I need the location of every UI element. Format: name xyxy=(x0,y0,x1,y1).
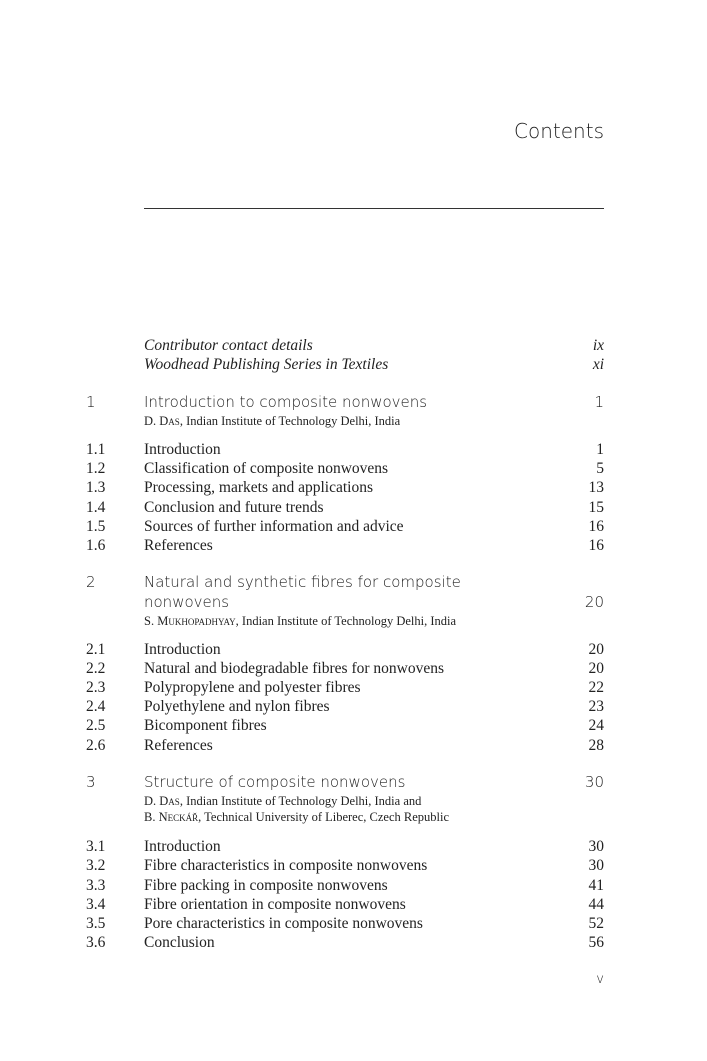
chapter-page: 30 xyxy=(584,773,604,791)
section-page: 30 xyxy=(588,857,604,874)
section-number: 2.3 xyxy=(86,679,106,696)
section-number: 1.2 xyxy=(86,460,106,477)
section-number: 3.4 xyxy=(86,896,106,913)
section-number: 1.3 xyxy=(86,479,106,496)
section-page: 30 xyxy=(588,838,604,855)
author-affiliation: , Technical University of Liberec, Czech Republic xyxy=(198,810,450,824)
author-initial: D. xyxy=(144,414,160,428)
section-page: 56 xyxy=(588,934,604,951)
author-affiliation: , Indian Institute of Technology Delhi, India and xyxy=(179,794,422,808)
author-surname: Das xyxy=(159,794,180,808)
chapter-title-line1: Natural and synthetic fibres for composite xyxy=(144,573,461,591)
section-page: 1 xyxy=(596,441,604,458)
section-number: 2.2 xyxy=(86,660,106,677)
section-title: References xyxy=(144,537,213,554)
section-number: 3.6 xyxy=(86,934,106,951)
author-surname: Das xyxy=(159,414,180,428)
section-page: 24 xyxy=(588,717,604,734)
section-number: 2.1 xyxy=(86,641,106,658)
author-initial: B. xyxy=(144,810,159,824)
chapter-page: 1 xyxy=(594,393,604,411)
section-number: 1.6 xyxy=(86,537,106,554)
section-number: 3.1 xyxy=(86,838,106,855)
author-surname: Mukhopadhyay xyxy=(157,614,236,628)
section-number: 3.2 xyxy=(86,857,106,874)
section-title: Classification of composite nonwovens xyxy=(144,460,389,477)
section-page: 13 xyxy=(588,479,604,496)
section-page: 28 xyxy=(588,737,604,754)
section-number: 2.6 xyxy=(86,737,106,754)
author-surname: Neckář xyxy=(158,810,199,824)
section-number: 3.3 xyxy=(86,877,106,894)
author-affiliation: , Indian Institute of Technology Delhi, India xyxy=(235,614,457,628)
page-folio: v xyxy=(596,972,604,987)
chapter-title: Structure of composite nonwovens xyxy=(144,773,406,791)
section-title: Polypropylene and polyester fibres xyxy=(144,679,361,696)
section-title: Processing, markets and applications xyxy=(144,479,374,496)
section-page: 16 xyxy=(588,518,604,535)
section-title: Conclusion xyxy=(144,934,215,951)
section-title: Conclusion and future trends xyxy=(144,499,324,516)
section-number: 3.5 xyxy=(86,915,106,932)
title-rule xyxy=(144,208,604,209)
entry-title: Woodhead Publishing Series in Textiles xyxy=(144,356,389,373)
section-title: Natural and biodegradable fibres for nonwovens xyxy=(144,660,444,677)
section-page: 15 xyxy=(588,499,604,516)
section-title: Fibre characteristics in composite nonwovens xyxy=(144,857,428,874)
section-title: References xyxy=(144,737,213,754)
section-number: 1.4 xyxy=(86,499,106,516)
section-number: 1.1 xyxy=(86,441,106,458)
section-page: 44 xyxy=(588,896,604,913)
chapter-title: Introduction to composite nonwovens xyxy=(144,393,428,411)
chapter-title-line2: nonwovens xyxy=(144,593,230,611)
section-page: 52 xyxy=(588,915,604,932)
author-initial: S. xyxy=(144,614,158,628)
chapter-number: 3 xyxy=(86,773,96,791)
section-title: Pore characteristics in composite nonwovens xyxy=(144,915,423,932)
section-title: Fibre packing in composite nonwovens xyxy=(144,877,388,894)
section-number: 2.5 xyxy=(86,717,106,734)
section-page: 23 xyxy=(588,698,604,715)
section-title: Introduction xyxy=(144,838,221,855)
section-number: 1.5 xyxy=(86,518,106,535)
section-title: Introduction xyxy=(144,641,221,658)
section-page: 20 xyxy=(588,660,604,677)
section-title: Sources of further information and advice xyxy=(144,518,404,535)
section-page: 16 xyxy=(588,537,604,554)
section-page: 5 xyxy=(596,460,604,477)
author-affiliation: , Indian Institute of Technology Delhi, India xyxy=(179,414,401,428)
section-title: Bicomponent fibres xyxy=(144,717,267,734)
author-initial: D. xyxy=(144,794,160,808)
section-title: Polyethylene and nylon fibres xyxy=(144,698,330,715)
chapter-number: 2 xyxy=(86,573,96,591)
chapter-page: 20 xyxy=(584,593,604,611)
page-title: Contents xyxy=(514,119,604,143)
section-number: 2.4 xyxy=(86,698,106,715)
entry-page: xi xyxy=(592,356,604,373)
section-page: 41 xyxy=(588,877,604,894)
section-page: 20 xyxy=(588,641,604,658)
entry-title: Contributor contact details xyxy=(144,337,313,354)
section-title: Fibre orientation in composite nonwovens xyxy=(144,896,406,913)
section-page: 22 xyxy=(588,679,604,696)
entry-page: ix xyxy=(592,337,604,354)
section-title: Introduction xyxy=(144,441,221,458)
chapter-number: 1 xyxy=(86,393,96,411)
